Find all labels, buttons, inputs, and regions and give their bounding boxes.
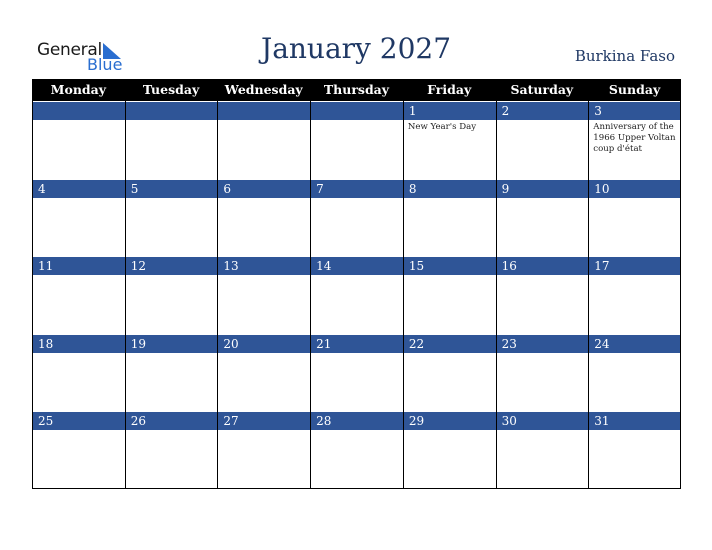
weekday-header: Saturday — [510, 82, 574, 97]
weekday-header: Friday — [427, 82, 472, 97]
day-cell[interactable] — [217, 101, 310, 179]
weekday-header: Wednesday — [224, 82, 303, 97]
weekday-header: Sunday — [608, 82, 661, 97]
day-number: 18 — [38, 336, 54, 351]
day-number: 10 — [594, 181, 610, 196]
day-number: 1 — [408, 104, 417, 118]
day-cell[interactable] — [310, 411, 403, 488]
day-cell[interactable] — [403, 101, 496, 179]
day-cell[interactable] — [403, 411, 496, 488]
day-number: 2 — [501, 104, 510, 118]
day-number: 7 — [316, 181, 324, 196]
day-number: 17 — [594, 259, 610, 273]
day-number: 11 — [38, 259, 54, 273]
day-cell[interactable] — [217, 334, 310, 412]
day-cell[interactable] — [496, 334, 589, 412]
weeks-container — [32, 101, 681, 489]
day-cell[interactable] — [496, 411, 589, 488]
logo-text-blue: Blue — [87, 55, 123, 74]
day-cell[interactable] — [496, 101, 589, 179]
day-number: 16 — [501, 259, 517, 273]
day-number: 4 — [38, 181, 46, 196]
day-number: 24 — [594, 336, 610, 351]
day-cell[interactable] — [217, 256, 310, 334]
calendar-grid — [32, 79, 681, 489]
weekday-header: Thursday — [323, 82, 390, 97]
week-row — [32, 256, 681, 334]
day-number: 15 — [408, 259, 425, 273]
day-cell[interactable] — [33, 179, 126, 257]
day-cell[interactable] — [403, 256, 496, 334]
day-number: 31 — [594, 414, 610, 428]
day-cell[interactable] — [310, 101, 403, 179]
day-cell[interactable] — [310, 334, 403, 412]
day-cell[interactable] — [310, 179, 403, 257]
logo-text-general: General — [37, 40, 102, 60]
day-number: 25 — [38, 414, 54, 428]
day-number: 12 — [130, 259, 146, 273]
day-cell[interactable] — [588, 179, 681, 257]
day-cell[interactable] — [33, 101, 126, 179]
holiday-note: Anniversary of the 1966 Upper Voltan coup d'état — [593, 122, 676, 154]
week-row — [32, 334, 681, 412]
day-number: 29 — [408, 414, 425, 428]
day-cell[interactable] — [403, 334, 496, 412]
day-number: 6 — [223, 181, 232, 196]
day-cell[interactable] — [217, 179, 310, 257]
day-number: 27 — [223, 414, 239, 428]
day-cell[interactable] — [588, 334, 681, 412]
day-number: 26 — [130, 414, 146, 428]
day-number: 13 — [223, 259, 239, 273]
page-title: January 2027 — [260, 32, 452, 65]
day-number: 14 — [316, 259, 332, 273]
day-number: 22 — [408, 336, 425, 351]
day-cell[interactable] — [125, 334, 218, 412]
country-label: Burkina Faso — [574, 47, 675, 65]
weekday-header: Monday — [50, 82, 107, 97]
week-row — [32, 179, 681, 257]
day-cell[interactable] — [588, 101, 681, 179]
day-number: 9 — [501, 181, 510, 196]
week-row — [32, 411, 681, 489]
day-cell[interactable] — [125, 411, 218, 488]
day-cell[interactable] — [496, 179, 589, 257]
day-number: 5 — [130, 181, 139, 196]
day-number: 23 — [501, 336, 517, 351]
day-cell[interactable] — [310, 256, 403, 334]
day-cell[interactable] — [125, 101, 218, 179]
day-cell[interactable] — [33, 256, 126, 334]
day-number: 20 — [223, 336, 239, 351]
day-cell[interactable] — [496, 256, 589, 334]
weekday-header: Tuesday — [142, 82, 200, 97]
day-cell[interactable] — [588, 411, 681, 488]
day-number: 19 — [130, 336, 146, 351]
day-cell[interactable] — [217, 411, 310, 488]
logo — [37, 40, 127, 74]
day-number: 3 — [594, 104, 602, 118]
day-cell[interactable] — [33, 334, 126, 412]
day-cell[interactable] — [125, 179, 218, 257]
day-number: 28 — [316, 414, 332, 428]
day-number: 21 — [316, 336, 332, 351]
day-cell[interactable] — [33, 411, 126, 488]
day-cell[interactable] — [125, 256, 218, 334]
week-row — [32, 101, 681, 179]
day-cell[interactable] — [403, 179, 496, 257]
day-number: 30 — [501, 414, 517, 428]
day-cell[interactable] — [588, 256, 681, 334]
holiday-note: New Year's Day — [407, 122, 477, 132]
day-number: 8 — [408, 181, 417, 196]
weekday-header-row — [32, 79, 681, 101]
